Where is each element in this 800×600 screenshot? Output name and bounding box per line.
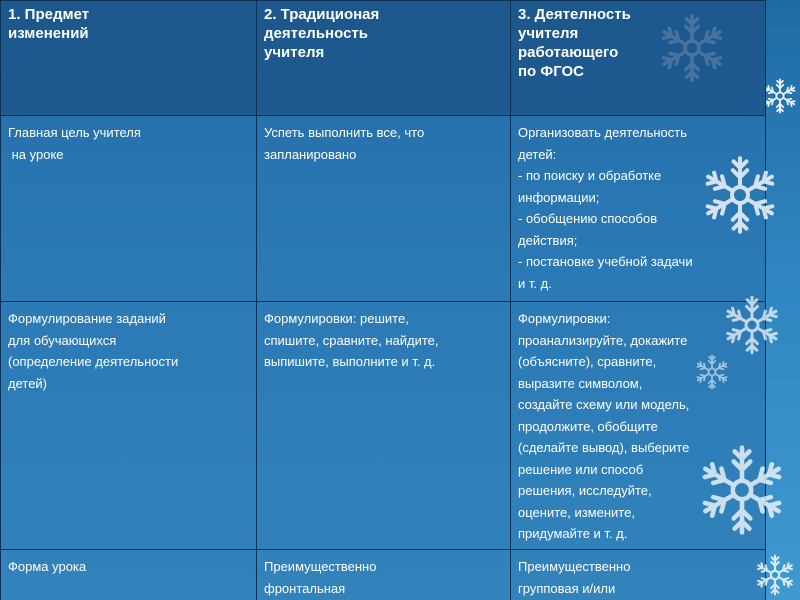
table-row [1,116,766,302]
cell-text-line: - постановке учебной задачи [518,254,693,269]
cell-text-line: создайте схему или модель, [518,397,690,412]
cell-text-line: (определение деятельности [8,354,179,369]
cell-text-line: для обучающихся [8,332,117,348]
cell-text-line: - по поиску и обработке [518,168,662,183]
cell-text-line: проанализируйте, докажите [518,332,688,348]
table-header-row [1,1,766,116]
header-text-line: изменений [8,25,89,42]
cell-lesson-form-traditional [257,550,511,600]
header-text-line: 1. Предмет [8,6,90,23]
cell-text-line: групповая и/или [518,580,616,596]
cell-text-line: Преимущественно [264,559,377,574]
table-row [1,302,766,550]
cell-text-line: решение или способ [518,461,644,477]
cell-text-line: фронтальная [264,580,346,596]
cell-task-formulation-fgos [511,302,766,550]
header-text-line: учителя [264,44,325,61]
cell-text-line: выпишите, выполните и т. д. [264,354,436,369]
cell-text-line: Организовать деятельность [518,125,688,140]
cell-text-line: действия; [518,232,578,248]
cell-text-line: продолжите, обобщите [518,418,658,434]
cell-text-line: и т. д. [518,275,552,291]
cell-task-formulation [1,302,257,550]
cell-text-line: Главная цель учителя [8,125,141,140]
cell-text-line: запланировано [264,146,357,162]
table-row [1,550,766,600]
cell-text-line: решения, исследуйте, [518,483,652,498]
header-text-line: 2. Традиционая [264,6,380,23]
header-text-line: работающего [518,44,619,61]
cell-main-goal-traditional [257,116,511,302]
cell-text-line: Формулировки: [518,311,611,326]
cell-text-line: выразите символом, [518,375,643,391]
cell-text-line: Формулирование заданий [8,311,166,326]
header-text-line: учителя [518,25,579,42]
cell-text-line: информации; [518,189,600,205]
cell-text-line: детей) [8,375,48,391]
cell-text-line: Преимущественно [518,559,631,574]
cell-text-line: придумайте и т. д. [518,526,628,541]
cell-text-line: Форма урока [8,559,87,574]
cell-lesson-form [1,550,257,600]
header-text-line: по ФГОС [518,63,584,80]
cell-text-line: - обобщению способов [518,211,658,226]
cell-task-formulation-traditional [257,302,511,550]
cell-text-line: (сделайте вывод), выберите [518,440,690,455]
cell-text-line: спишите, сравните, найдите, [264,332,439,348]
cell-lesson-form-fgos [511,550,766,600]
cell-text-line: Формулировки: решите, [264,311,409,326]
cell-text-line: оцените, измените, [518,504,635,520]
snowflake-icon [762,78,798,114]
cell-main-goal [1,116,257,302]
header-fgos-activity [511,1,766,116]
header-text-line: 3. Деятелность [518,6,631,23]
cell-text-line: (объясните), сравните, [518,354,657,369]
cell-main-goal-fgos [511,116,766,302]
header-subject-of-change [1,1,257,116]
cell-text-line: Успеть выполнить все, что [264,125,425,140]
header-traditional-activity [257,1,511,116]
cell-text-line: детей: [518,146,557,162]
cell-text-line: на уроке [8,146,64,162]
header-text-line: деятельность [264,25,368,42]
